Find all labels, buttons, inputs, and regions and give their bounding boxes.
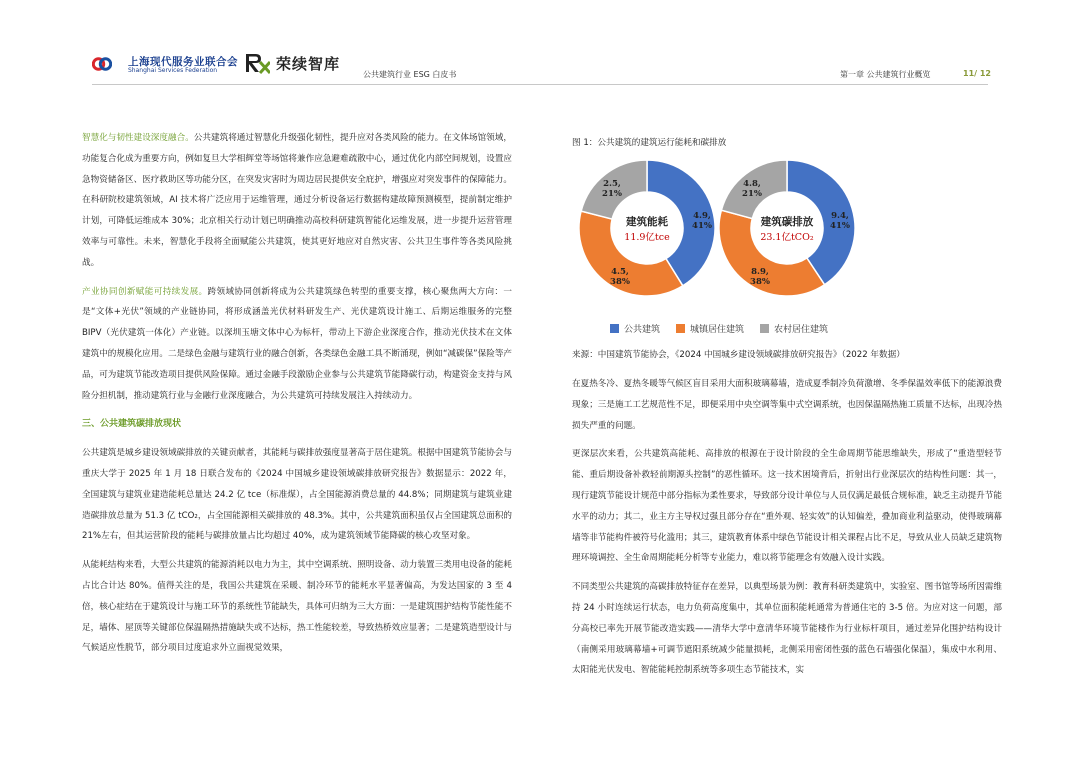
paragraph-body: 跨领域协同创新将成为公共建筑绿色转型的重要支撑，核心聚焦两大方向：一是“文体+光伏”领域的产业链协同，将形成涵盖光伏材料研发生产、光伏建筑设计施工、后期运维服务的完整 BIPV（光伏建筑一体化）产业链。以深圳玉塘文体中心为标杆，带动上下游企业深度合作，推动光伏技术在文体建筑中的规模化应用。二是绿色金融与建筑行业的融合创新，各类绿色金融工具不断涌现，例如“减碳保”保险等产品，可为建筑节能改造项目提供风险保障。通过金融手段激励企业参与公共建筑节能降碳行动，构建资金支持与风险分担机制，推动建筑行业与金融行业深度融合，为公共建筑可持续发展注入持续动力。 <box>82 286 513 401</box>
page-number: 11/ 12 <box>963 69 991 78</box>
paragraph-climate-glass: 在夏热冬冷、夏热冬暖等气候区盲目采用大面积玻璃幕墙，造成夏季制冷负荷激增、冬季保温效率低下的能源浪费现象；三是施工工艺规范性不足，即便采用中央空调等集中式空调系统，也因保温隔热施工质量不达标，出现冷热损失严重的问题。 <box>572 379 1002 431</box>
donut-slice-label: 4.5, 38% <box>610 267 630 287</box>
legend-label: 农村居住建筑 <box>774 325 829 335</box>
brand-logo-icon <box>246 52 270 74</box>
legend-item-rural <box>760 322 828 335</box>
legend-swatch <box>610 324 619 333</box>
figure-title: 图 1：公共建筑的建筑运行能耗和碳排放 <box>572 138 727 148</box>
legend-label: 公共建筑 <box>624 325 661 335</box>
donut-hole <box>611 192 683 264</box>
donut-center-value: 23.1亿tCO₂ <box>760 232 814 243</box>
chapter-title: 第一章 公共建筑行业概览 <box>840 70 931 79</box>
org-name-en: Shanghai Services Federation <box>128 67 218 74</box>
document-title: 公共建筑行业 ESG 白皮书 <box>363 70 457 79</box>
donut-slice-label: 9.4, 41% <box>830 211 850 231</box>
paragraph-lead: 产业协同创新赋能可持续发展。 <box>82 286 208 297</box>
donut-charts <box>572 156 872 306</box>
donut-hole <box>751 192 823 264</box>
paragraph-energy-structure: 从能耗结构来看，大型公共建筑的能源消耗以电力为主，其中空调系统、照明设备、动力装置三类用电设备的能耗占比合计达 80%。值得关注的是，我国公共建筑在采暖、制冷环节的能耗水平显著偏高，为发达国家的 3 至 4 倍，核心症结在于建筑设计与施工环节的系统性节能缺失，具体可归纳为三大方面：一是建筑围护结构节能性能不足，墙体、屋顶等关键部位保温隔热措施缺失或不达标，热工性能较差，导致热桥效应显著；二是建筑造型设计与气候适应性脱节，部分项目过度追求外立面视觉效果， <box>82 560 512 654</box>
paragraph-root-cause: 更深层次来看，公共建筑高能耗、高排放的根源在于设计阶段的全生命周期节能思维缺失，形成了“重造型轻节能、重后期设备补救轻前期源头控制”的恶性循环。这一技术困境背后，折射出行业深层次的结构性问题：其一，现行建筑节能设计规范中部分指标为柔性要求，导致部分设计单位与人员仅满足最低合规标准，缺乏主动提升节能水平的动力；其二，业主方主导权过强且部分存在“重外观、轻实效”的认知偏差，叠加商业利益驱动，使得玻璃幕墙等非节能构件被符号化滥用；其三，建筑教育体系中绿色节能设计相关课程占比不足，导致从业人员缺乏建筑物理环境调控、全生命周期能耗分析等专业能力，难以将节能理念有效融入设计实践。 <box>572 449 1003 564</box>
donut-center-label: 建筑碳排放 <box>760 216 814 228</box>
left-column <box>82 128 512 659</box>
legend-item-urban <box>676 322 744 335</box>
donut-slice-label: 4.9, 41% <box>692 211 712 231</box>
figure-source: 来源：中国建筑节能协会，《2024 中国城乡建设领域碳排放研究报告》（2022 年数据） <box>572 350 905 360</box>
donut-center-value: 11.9亿tce <box>624 232 670 243</box>
federation-logo-icon <box>92 54 112 74</box>
paragraph-smart-resilience <box>82 128 512 274</box>
brand-name: 荣续智库 <box>276 55 341 73</box>
donut-slice-label: 2.5, 21% <box>602 179 622 199</box>
legend-item-public <box>610 322 660 335</box>
right-column <box>572 374 1002 681</box>
legend-swatch <box>676 324 685 333</box>
donut-center-label: 建筑能耗 <box>626 216 668 228</box>
donut-slice-label: 8.9, 38% <box>750 267 770 287</box>
chart-legend <box>610 322 828 335</box>
paragraph-industry-synergy <box>82 282 512 407</box>
section-heading: 三、公共建筑碳排放现状 <box>82 419 182 430</box>
donut-slice-label: 4.8, 21% <box>742 179 762 199</box>
paragraph-body: 公共建筑将通过智慧化升级强化韧性，提升应对各类风险的能力。在文体场馆领域，功能复合化成为重要方向，例如复旦大学相辉堂等场馆将兼作应急避难疏散中心，通过优化内部空间规划，设置应急物资储备区、医疗救助区等功能分区，在突发灾害时为周边居民提供安全庇护，增强应对突发事件的保障能力。在科研院校建筑领域，AI 技术将广泛应用于运维管理，通过分析设备运行数据构建故障预测模型，提前制定维护计划，可降低运维成本 30%；北京相关行动计划已明确推动高校科研建筑智能化运维发展，进一步提升运营管理效率与可靠性。未来，智慧化手段将全面赋能公共建筑，使其更好地应对自然灾害、公共卫生事件等各类风险挑战。 <box>82 133 512 268</box>
paragraph-lead: 智慧化与韧性建设深度融合。 <box>82 133 194 143</box>
page-header <box>0 0 1080 90</box>
header-divider <box>92 84 988 85</box>
legend-label: 城镇居住建筑 <box>690 325 745 335</box>
legend-swatch <box>760 324 769 333</box>
org-name-cn: 上海现代服务业联合会 <box>128 56 238 68</box>
paragraph-building-types: 不同类型公共建筑的高碳排放特征存在差异，以典型场景为例：教育科研类建筑中，实验室、图书馆等场所因需维持 24 小时连续运行状态，电力负荷高度集中，其单位面积能耗通常为普通住宅的 3-5 倍。为应对这一问题，部分高校已率先开展节能改造实践——清华大学中意清华环境节能楼作为行业标杆项目，通过差异化围护结构设计（南侧采用玻璃幕墙+可调节遮阳系统减少能量损耗，北侧采用密闭性强的蓝色石墙强化保温），集成中水利用、太阳能光伏发电、智能能耗控制系统等多项生态节能技术，实 <box>572 582 1002 676</box>
paragraph-carbon-status: 公共建筑是城乡建设领域碳排放的关键贡献者，其能耗与碳排放强度显著高于居住建筑。根据中国建筑节能协会与重庆大学于 2025 年 1 月 18 日联合发布的《2024 中国城乡建设领域碳排放研究报告》数据显示：2022 年，全国建筑与建筑业建造能耗总量达 24.2 亿 tce（标准煤），占全国能源消费总量的 44.8%；同期建筑与建筑业建造碳排放总量为 51.3 亿 tCO₂，占全国能源相关碳排放的 48.3%。其中，公共建筑面积虽仅占全国建筑总面积的 21%左右，但其运营阶段的能耗与碳排放量占比均超过 40%，成为建筑领域节能降碳的核心攻坚对象。 <box>82 448 512 542</box>
